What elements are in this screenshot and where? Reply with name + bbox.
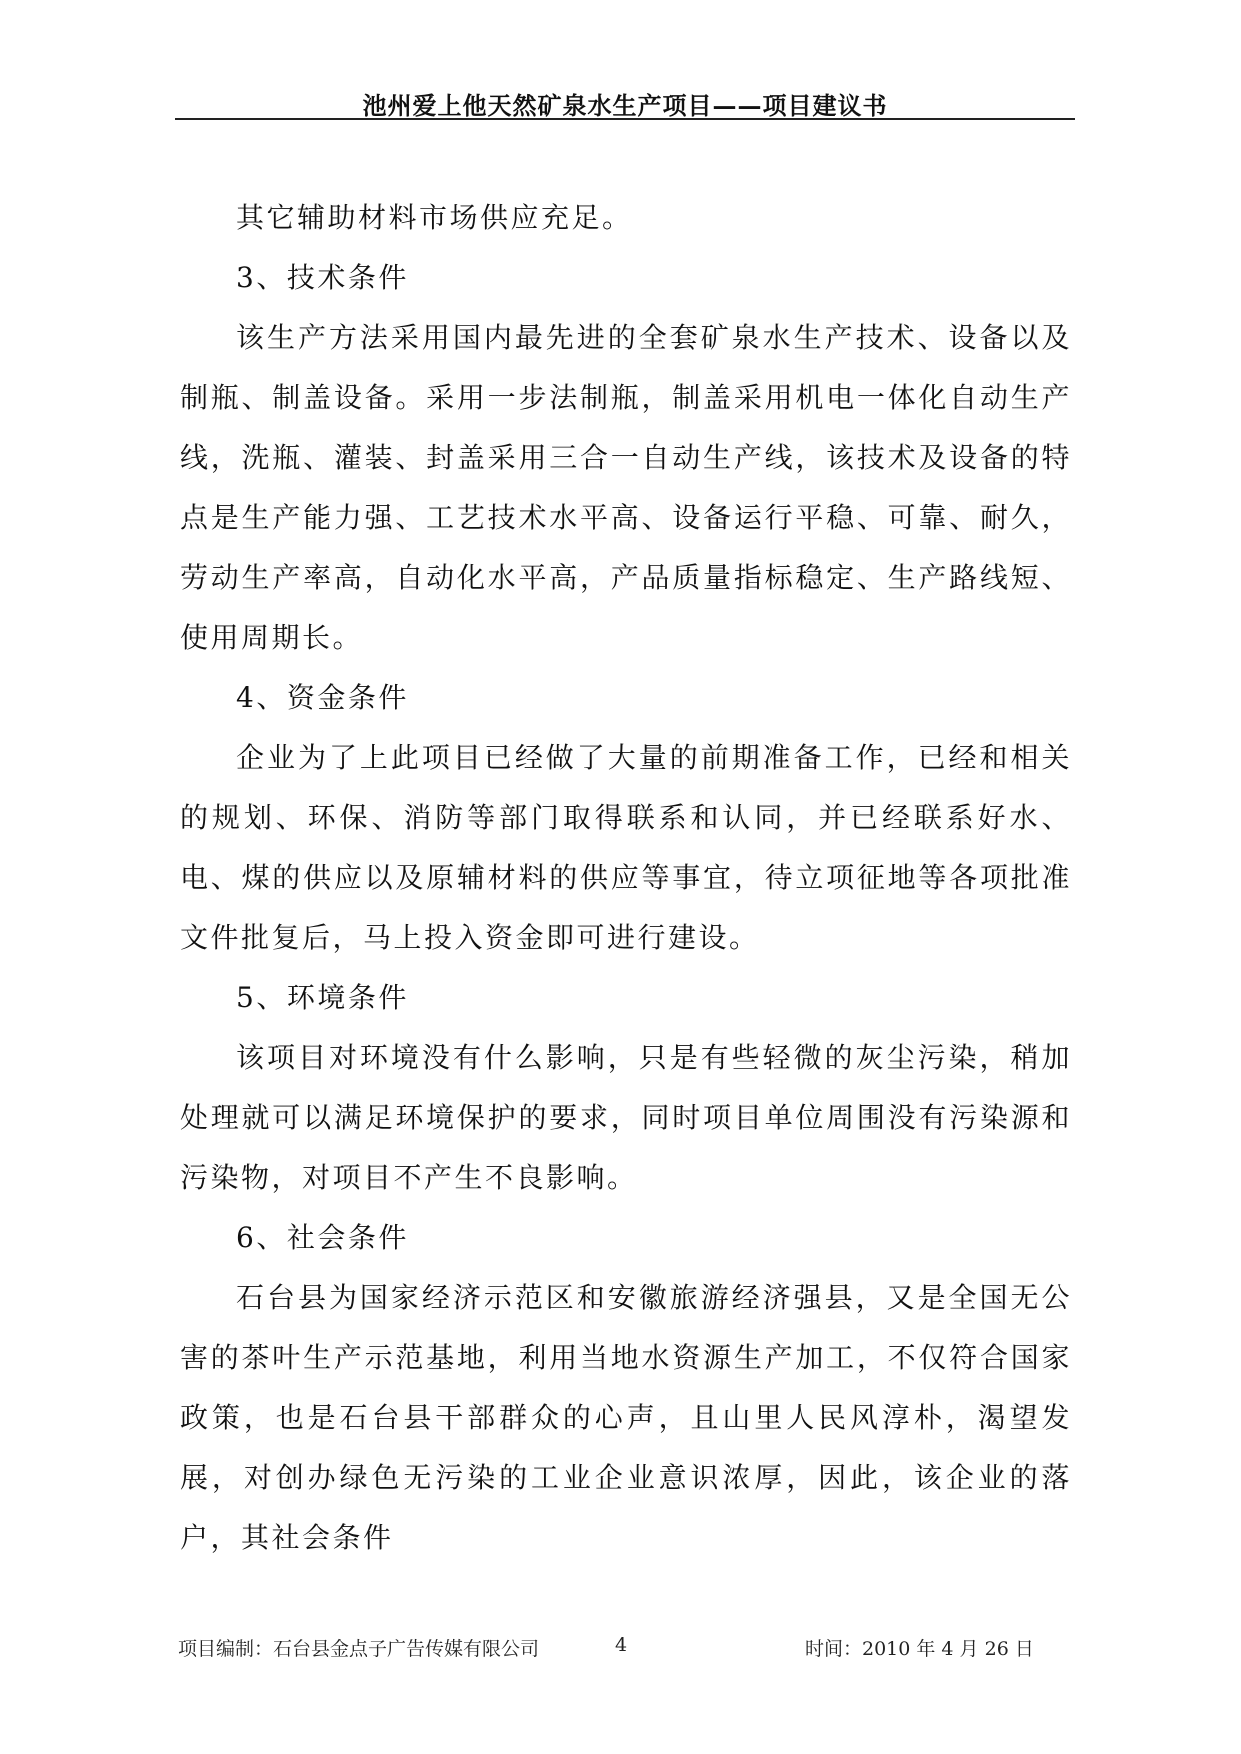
footer-page-number: 4 xyxy=(615,1634,628,1656)
paragraph-funding-wrap xyxy=(180,728,1072,968)
paragraph-technical: 该生产方法采用国内最先进的全套矿泉水生产技术、设备以及制瓶、制盖设备。采用一步法制瓶，制盖采用机电一体化自动生产线，洗瓶、灌装、封盖采用三合一自动生产线，该技术及设备的特点是生产能力强、工艺技术水平高、设备运行平稳、可靠、耐久，劳动生产率高，自动化水平高，产品质量指标稳定、生产路线短、使用周期长。 xyxy=(180,321,1072,654)
document-body xyxy=(180,188,1072,1568)
paragraph-social: 石台县为国家经济示范区和安徽旅游经济强县，又是全国无公害的茶叶生产示范基地，利用当地水资源生产加工，不仅符合国家政策，也是石台县干部群众的心声，且山里人民风淳朴，渴望发展，对创办绿色无污染的工业企业意识浓厚，因此，该企业的落户，其社会条件 xyxy=(180,1281,1072,1554)
document-header-title: 池州爱上他天然矿泉水生产项目——项目建议书 xyxy=(362,91,888,120)
footer-date: 时间：2010 年 4 月 26 日 xyxy=(805,1638,1034,1660)
section-heading-funding: 4、资金条件 xyxy=(236,681,409,714)
section-heading-technical: 3、技术条件 xyxy=(236,261,409,294)
paragraph-environment-wrap xyxy=(180,1028,1072,1208)
paragraph-environment: 该项目对环境没有什么影响，只是有些轻微的灰尘污染，稍加处理就可以满足环境保护的要求，同时项目单位周围没有污染源和污染物，对项目不产生不良影响。 xyxy=(180,1041,1072,1194)
section-heading-environment: 5、环境条件 xyxy=(236,981,409,1014)
paragraph-funding: 企业为了上此项目已经做了大量的前期准备工作，已经和相关的规划、环保、消防等部门取得联系和认同，并已经联系好水、电、煤的供应以及原辅材料的供应等事宜，待立项征地等各项批准文件批复后，马上投入资金即可进行建设。 xyxy=(180,741,1072,954)
footer-compiler: 项目编制：石台县金点子广告传媒有限公司 xyxy=(178,1638,540,1660)
header-rule xyxy=(175,118,1075,120)
body-line-materials: 其它辅助材料市场供应充足。 xyxy=(236,201,633,234)
paragraph-technical-wrap xyxy=(180,308,1072,668)
paragraph-social-wrap xyxy=(180,1268,1072,1568)
section-heading-social: 6、社会条件 xyxy=(236,1221,409,1254)
